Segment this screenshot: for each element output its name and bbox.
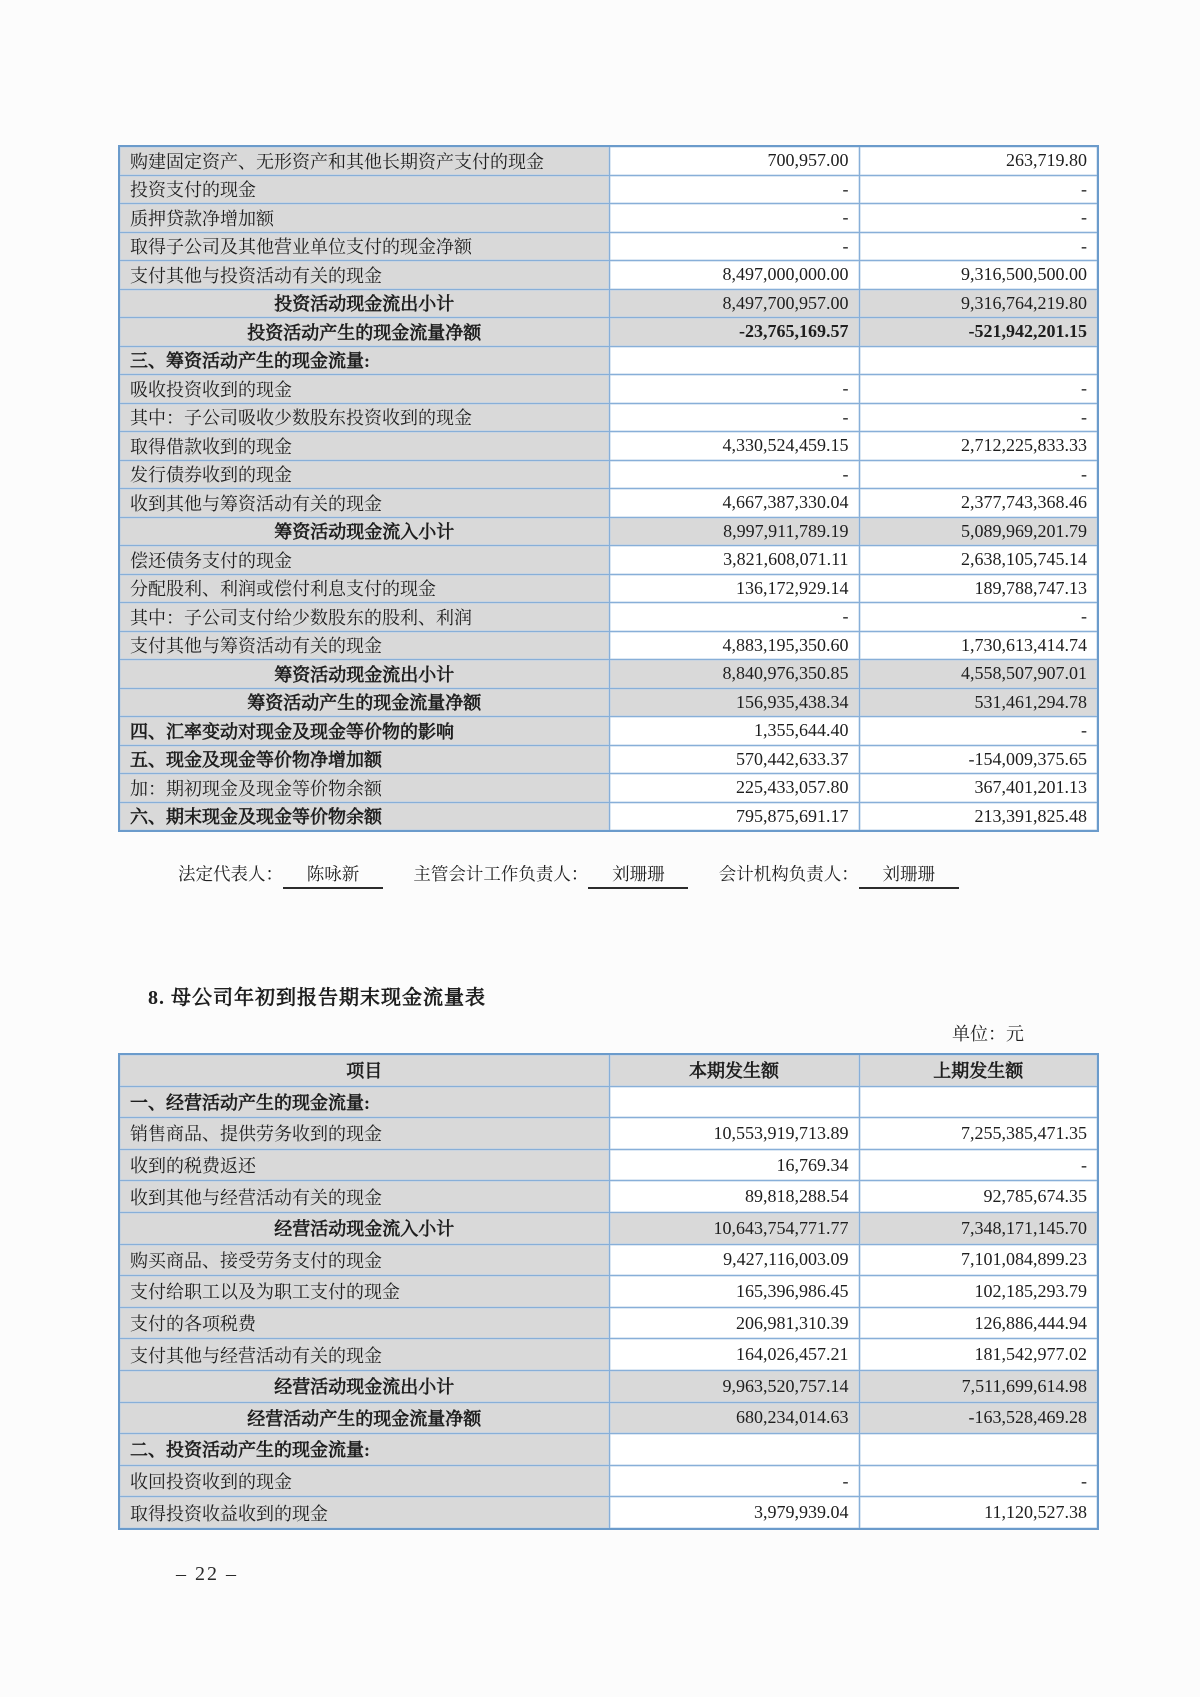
current-period-cell: - [609, 175, 859, 204]
prior-period-cell: - [859, 375, 1098, 404]
table-row [119, 688, 1098, 717]
table-row [119, 1434, 1098, 1466]
current-period-cell: 4,883,195,350.60 [609, 631, 859, 660]
current-period-cell: 8,497,000,000.00 [609, 261, 859, 290]
current-period-cell: 206,981,310.39 [609, 1307, 859, 1339]
current-period-cell: 10,553,919,713.89 [609, 1118, 859, 1150]
current-period-cell: 156,935,438.34 [609, 688, 859, 717]
prior-period-cell: 92,785,674.35 [859, 1181, 1098, 1213]
table-row [119, 1370, 1098, 1402]
item-label-cell: 经营活动现金流出小计 [119, 1370, 609, 1402]
prior-period-cell: 7,101,084,899.23 [859, 1244, 1098, 1276]
table-row [119, 717, 1098, 746]
table-row [119, 204, 1098, 233]
current-period-cell [609, 1434, 859, 1466]
item-label-cell: 其中：子公司支付给少数股东的股利、利润 [119, 603, 609, 632]
item-label-cell: 支付其他与投资活动有关的现金 [119, 261, 609, 290]
table-row [119, 574, 1098, 603]
current-period-cell [609, 1086, 859, 1118]
item-label-cell: 购建固定资产、无形资产和其他长期资产支付的现金 [119, 146, 609, 175]
item-label-cell: 发行债券收到的现金 [119, 460, 609, 489]
signature-line [178, 861, 1098, 889]
prior-period-cell [859, 1086, 1098, 1118]
item-label-cell: 一、经营活动产生的现金流量: [119, 1086, 609, 1118]
table-row [119, 1086, 1098, 1118]
item-label-cell: 吸收投资收到的现金 [119, 375, 609, 404]
table-row [119, 489, 1098, 518]
item-label-cell: 支付其他与筹资活动有关的现金 [119, 631, 609, 660]
prior-period-cell: 5,089,969,201.79 [859, 517, 1098, 546]
item-label-cell: 支付给职工以及为职工支付的现金 [119, 1276, 609, 1308]
chief-accounting-officer-label: 主管会计工作负责人： [413, 864, 589, 884]
item-label-cell: 收到其他与经营活动有关的现金 [119, 1181, 609, 1213]
item-label-cell: 投资支付的现金 [119, 175, 609, 204]
prior-period-cell [859, 1434, 1098, 1466]
prior-period-cell: 102,185,293.79 [859, 1276, 1098, 1308]
cash-flow-table-continued [118, 145, 1099, 832]
current-period-cell: 795,875,691.17 [609, 802, 859, 831]
current-period-column-header: 本期发生额 [609, 1054, 859, 1086]
current-period-cell: - [609, 232, 859, 261]
prior-period-cell: - [859, 603, 1098, 632]
item-label-cell: 筹资活动现金流入小计 [119, 517, 609, 546]
table-row [119, 460, 1098, 489]
prior-period-cell: -154,009,375.65 [859, 745, 1098, 774]
item-label-cell: 收到的税费返还 [119, 1149, 609, 1181]
table-row [119, 232, 1098, 261]
table-row [119, 774, 1098, 803]
item-label-cell: 质押贷款净增加额 [119, 204, 609, 233]
current-period-cell: 8,497,700,957.00 [609, 289, 859, 318]
current-period-cell: -23,765,169.57 [609, 318, 859, 347]
prior-period-cell: 531,461,294.78 [859, 688, 1098, 717]
table-row [119, 1276, 1098, 1308]
current-period-cell: 9,427,116,003.09 [609, 1244, 859, 1276]
table-row [119, 603, 1098, 632]
item-label-cell: 三、筹资活动产生的现金流量: [119, 346, 609, 375]
current-period-cell: 89,818,288.54 [609, 1181, 859, 1213]
prior-period-cell: - [859, 717, 1098, 746]
chief-accounting-officer [413, 861, 688, 889]
item-label-cell: 经营活动现金流入小计 [119, 1212, 609, 1244]
table-row [119, 1118, 1098, 1150]
table-row [119, 1054, 1098, 1086]
current-period-cell [609, 346, 859, 375]
prior-period-cell: 367,401,201.13 [859, 774, 1098, 803]
table-row [119, 1339, 1098, 1371]
prior-period-cell: - [859, 175, 1098, 204]
table-row [119, 546, 1098, 575]
cash-flow-table-body [119, 146, 1098, 831]
prior-period-cell: 9,316,764,219.80 [859, 289, 1098, 318]
table-row [119, 631, 1098, 660]
item-label-cell: 取得投资收益收到的现金 [119, 1497, 609, 1529]
current-period-cell: - [609, 204, 859, 233]
prior-period-cell: 7,348,171,145.70 [859, 1212, 1098, 1244]
table-row [119, 146, 1098, 175]
item-label-cell: 取得借款收到的现金 [119, 432, 609, 461]
item-label-cell: 筹资活动产生的现金流量净额 [119, 688, 609, 717]
item-label-cell: 投资活动产生的现金流量净额 [119, 318, 609, 347]
table-row [119, 1307, 1098, 1339]
table-row [119, 1149, 1098, 1181]
prior-period-cell: 189,788,747.13 [859, 574, 1098, 603]
prior-period-cell: 181,542,977.02 [859, 1339, 1098, 1371]
prior-period-column-header: 上期发生额 [859, 1054, 1098, 1086]
prior-period-cell: - [859, 1149, 1098, 1181]
table-row [119, 660, 1098, 689]
current-period-cell: 1,355,644.40 [609, 717, 859, 746]
current-period-cell: 680,234,014.63 [609, 1402, 859, 1434]
prior-period-cell: 11,120,527.38 [859, 1497, 1098, 1529]
accounting-department-head-label: 会计机构负责人： [718, 864, 859, 884]
current-period-cell: 9,963,520,757.14 [609, 1370, 859, 1402]
current-period-cell: 164,026,457.21 [609, 1339, 859, 1371]
current-period-cell: 136,172,929.14 [609, 574, 859, 603]
current-period-cell: 16,769.34 [609, 1149, 859, 1181]
item-label-cell: 收回投资收到的现金 [119, 1465, 609, 1497]
item-label-cell: 经营活动产生的现金流量净额 [119, 1402, 609, 1434]
table-row [119, 1497, 1098, 1529]
current-period-cell: 4,330,524,459.15 [609, 432, 859, 461]
table-row [119, 1465, 1098, 1497]
prior-period-cell: - [859, 460, 1098, 489]
item-label-cell: 收到其他与筹资活动有关的现金 [119, 489, 609, 518]
table-row [119, 517, 1098, 546]
prior-period-cell: 2,638,105,745.14 [859, 546, 1098, 575]
prior-period-cell: 7,511,699,614.98 [859, 1370, 1098, 1402]
table-row [119, 745, 1098, 774]
prior-period-cell [859, 346, 1098, 375]
item-label-cell: 取得子公司及其他营业单位支付的现金净额 [119, 232, 609, 261]
table-row [119, 1181, 1098, 1213]
item-label-cell: 支付的各项税费 [119, 1307, 609, 1339]
prior-period-cell: - [859, 403, 1098, 432]
current-period-cell: - [609, 603, 859, 632]
prior-period-cell: 2,377,743,368.46 [859, 489, 1098, 518]
current-period-cell: - [609, 1465, 859, 1497]
item-column-header: 项目 [119, 1054, 609, 1086]
page-number: – 22 – [176, 1563, 238, 1585]
item-label-cell: 二、投资活动产生的现金流量: [119, 1434, 609, 1466]
accounting-department-head-name: 刘珊珊 [859, 861, 959, 889]
current-period-cell: 8,997,911,789.19 [609, 517, 859, 546]
current-period-cell: 700,957.00 [609, 146, 859, 175]
legal-representative [178, 861, 383, 889]
prior-period-cell: 263,719.80 [859, 146, 1098, 175]
prior-period-cell: 9,316,500,500.00 [859, 261, 1098, 290]
cash-flow-table-body [119, 1086, 1098, 1529]
table-row [119, 432, 1098, 461]
current-period-cell: 570,442,633.37 [609, 745, 859, 774]
current-period-cell: - [609, 375, 859, 404]
accounting-department-head [719, 861, 959, 889]
legal-representative-label: 法定代表人： [178, 864, 283, 884]
item-label-cell: 购买商品、接受劳务支付的现金 [119, 1244, 609, 1276]
chief-accounting-officer-name: 刘珊珊 [588, 861, 688, 889]
item-label-cell: 六、期末现金及现金等价物余额 [119, 802, 609, 831]
current-period-cell: 4,667,387,330.04 [609, 489, 859, 518]
current-period-cell: 165,396,986.45 [609, 1276, 859, 1308]
table-row [119, 289, 1098, 318]
item-label-cell: 投资活动现金流出小计 [119, 289, 609, 318]
table-row [119, 261, 1098, 290]
item-label-cell: 销售商品、提供劳务收到的现金 [119, 1118, 609, 1150]
item-label-cell: 四、汇率变动对现金及现金等价物的影响 [119, 717, 609, 746]
item-label-cell: 筹资活动现金流出小计 [119, 660, 609, 689]
table-row [119, 375, 1098, 404]
prior-period-cell: 126,886,444.94 [859, 1307, 1098, 1339]
prior-period-cell: -163,528,469.28 [859, 1402, 1098, 1434]
table-row [119, 346, 1098, 375]
prior-period-cell: 2,712,225,833.33 [859, 432, 1098, 461]
item-label-cell: 偿还债务支付的现金 [119, 546, 609, 575]
item-label-cell: 加：期初现金及现金等价物余额 [119, 774, 609, 803]
prior-period-cell: - [859, 1465, 1098, 1497]
current-period-cell: 225,433,057.80 [609, 774, 859, 803]
legal-representative-name: 陈咏新 [283, 861, 383, 889]
prior-period-cell: 1,730,613,414.74 [859, 631, 1098, 660]
current-period-cell: 8,840,976,350.85 [609, 660, 859, 689]
item-label-cell: 其中：子公司吸收少数股东投资收到的现金 [119, 403, 609, 432]
current-period-cell: - [609, 460, 859, 489]
currency-unit-label: 单位：元 [952, 1024, 1024, 1044]
table-row [119, 802, 1098, 831]
table-row [119, 1402, 1098, 1434]
table-row [119, 318, 1098, 347]
item-label-cell: 分配股利、利润或偿付利息支付的现金 [119, 574, 609, 603]
prior-period-cell: 7,255,385,471.35 [859, 1118, 1098, 1150]
current-period-cell: 3,979,939.04 [609, 1497, 859, 1529]
table-row [119, 1244, 1098, 1276]
prior-period-cell: -521,942,201.15 [859, 318, 1098, 347]
parent-company-cash-flow-table [118, 1053, 1099, 1530]
prior-period-cell: - [859, 232, 1098, 261]
table-row [119, 403, 1098, 432]
current-period-cell: - [609, 403, 859, 432]
item-label-cell: 支付其他与经营活动有关的现金 [119, 1339, 609, 1371]
item-label-cell: 五、现金及现金等价物净增加额 [119, 745, 609, 774]
table-row [119, 175, 1098, 204]
table-header-row [119, 1054, 1098, 1086]
prior-period-cell: 4,558,507,907.01 [859, 660, 1098, 689]
prior-period-cell: - [859, 204, 1098, 233]
current-period-cell: 10,643,754,771.77 [609, 1212, 859, 1244]
current-period-cell: 3,821,608,071.11 [609, 546, 859, 575]
table-row [119, 1212, 1098, 1244]
section-heading: 8. 母公司年初到报告期末现金流量表 [148, 987, 486, 1009]
prior-period-cell: 213,391,825.48 [859, 802, 1098, 831]
